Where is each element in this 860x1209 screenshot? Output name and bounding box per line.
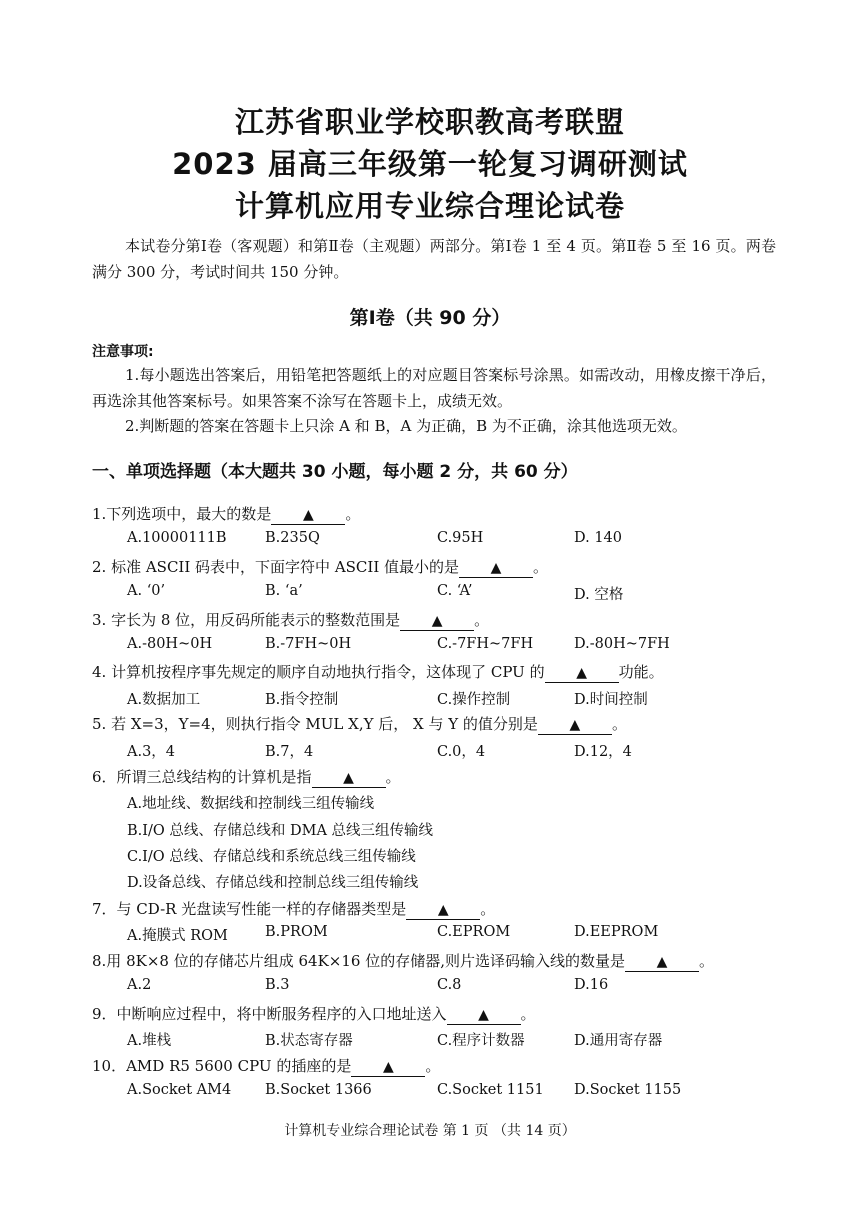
option-d: D.12，4: [574, 744, 632, 760]
option-a: A.堆栈: [127, 1033, 172, 1049]
question-stem: 7．与 CD-R 光盘读写性能一样的存储器类型是: [92, 900, 407, 918]
option-a: A.Socket AM4: [127, 1082, 232, 1098]
section-title: 一、单项选择题（本大题共 30 小题，每小题 2 分，共 60 分）: [92, 462, 578, 482]
question-end: 。: [698, 952, 714, 970]
intro-paragraph: 本试卷分第Ⅰ卷（客观题）和第Ⅱ卷（主观题）两部分。第Ⅰ卷 1 至 4 页。第Ⅱ卷 5 至 16 页。两卷满分 300 分，考试时间共 150 分钟。: [92, 237, 776, 281]
option-a: A.数据加工: [127, 692, 201, 708]
option-d: D.设备总线、存储总线和控制总线三组传输线: [127, 875, 419, 891]
question-end: 。: [385, 768, 401, 786]
page-footer: 计算机专业综合理论试卷 第 1 页 （共 14 页）: [284, 1123, 576, 1139]
option-b: B. ‘a’: [265, 583, 303, 599]
question-end: 。: [520, 1005, 536, 1023]
option-c: C. ‘A’: [437, 583, 473, 599]
option-a: A.地址线、数据线和控制线三组传输线: [127, 796, 375, 812]
question-3: [92, 609, 489, 631]
option-b: B.I/O 总线、存储总线和 DMA 总线三组传输线: [127, 823, 434, 839]
option-a: A.-80H~0H: [127, 636, 213, 652]
option-c: C.操作控制: [437, 692, 511, 708]
answer-blank: ▲: [400, 613, 474, 631]
exam-title-line2: 2023 届高三年级第一轮复习调研测试: [172, 147, 688, 181]
question-7: [92, 898, 495, 920]
option-a: A.3，4: [127, 744, 176, 760]
option-a: A.10000111B: [127, 530, 227, 546]
question-8: [92, 950, 714, 972]
option-b: B.指令控制: [265, 692, 339, 708]
option-a: A.2: [127, 977, 152, 993]
option-d: D.-80H~7FH: [574, 636, 670, 652]
option-b: B.3: [265, 977, 290, 993]
answer-blank: ▲: [312, 770, 386, 788]
answer-blank: ▲: [406, 902, 480, 920]
question-stem: 1.下列选项中，最大的数是: [92, 505, 272, 523]
question-end: 。: [474, 611, 490, 629]
option-b: B.状态寄存器: [265, 1033, 353, 1049]
option-d: D. 空格: [574, 587, 624, 603]
option-a: A.掩膜式 ROM: [127, 928, 228, 944]
option-c: C.I/O 总线、存储总线和系统总线三组传输线: [127, 849, 416, 865]
notice-item-1: 1.每小题选出答案后，用铅笔把答题纸上的对应题目答案标号涂黑。如需改动，用橡皮擦干净后，再选涂其他答案标号。如果答案不涂写在答题卡上，成绩无效。: [92, 366, 776, 410]
question-2: [92, 556, 548, 578]
question-end: 。: [345, 505, 361, 523]
question-10: [92, 1055, 440, 1077]
answer-blank: ▲: [271, 507, 345, 525]
option-d: D.通用寄存器: [574, 1033, 663, 1049]
option-b: B.PROM: [265, 924, 328, 940]
option-d: D. 140: [574, 530, 623, 546]
notice-item-2: 2.判断题的答案在答题卡上只涂 A 和 B，A 为正确，B 为不正确，涂其他选项无效。: [125, 417, 687, 435]
question-stem: 5. 若 X=3，Y=4，则执行指令 MUL X,Y 后， X 与 Y 的值分别是: [92, 715, 538, 733]
option-c: C.95H: [437, 530, 484, 546]
question-end: 功能。: [618, 663, 664, 681]
option-b: B.235Q: [265, 530, 320, 546]
question-stem: 10．AMD R5 5600 CPU 的插座的是: [92, 1057, 352, 1075]
option-d: D.16: [574, 977, 609, 993]
question-stem: 4. 计算机按程序事先规定的顺序自动地执行指令，这体现了 CPU 的: [92, 663, 545, 681]
option-c: C.-7FH~7FH: [437, 636, 534, 652]
question-stem: 6．所谓三总线结构的计算机是指: [92, 768, 312, 786]
exam-title-line3: 计算机应用专业综合理论试卷: [234, 189, 625, 223]
question-stem: 9．中断响应过程中，将中断服务程序的入口地址送入: [92, 1005, 447, 1023]
question-4: [92, 661, 664, 683]
volume-title: 第Ⅰ卷（共 90 分）: [349, 307, 511, 329]
option-d: D.Socket 1155: [574, 1082, 682, 1098]
option-b: B.Socket 1366: [265, 1082, 372, 1098]
question-end: 。: [611, 715, 627, 733]
answer-blank: ▲: [545, 665, 619, 683]
question-end: 。: [533, 558, 549, 576]
question-end: 。: [480, 900, 496, 918]
answer-blank: ▲: [351, 1059, 425, 1077]
question-5: [92, 713, 627, 735]
option-c: C.8: [437, 977, 462, 993]
notice-heading: 注意事项:: [92, 344, 154, 360]
option-c: C.程序计数器: [437, 1033, 525, 1049]
question-9: [92, 1003, 536, 1025]
option-c: C.0，4: [437, 744, 486, 760]
question-stem: 3. 字长为 8 位，用反码所能表示的整数范围是: [92, 611, 401, 629]
option-d: D.时间控制: [574, 692, 648, 708]
answer-blank: ▲: [538, 717, 612, 735]
question-stem: 8.用 8K×8 位的存储芯片组成 64K×16 位的存储器,则片选译码输入线的数量是: [92, 952, 625, 970]
answer-blank: ▲: [459, 560, 533, 578]
option-b: B.7，4: [265, 744, 314, 760]
option-b: B.-7FH~0H: [265, 636, 352, 652]
question-1: [92, 503, 360, 525]
option-c: C.Socket 1151: [437, 1082, 544, 1098]
exam-title-line1: 江苏省职业学校职教高考联盟: [234, 105, 625, 139]
option-c: C.EPROM: [437, 924, 511, 940]
question-stem: 2. 标准 ASCII 码表中，下面字符中 ASCII 值最小的是: [92, 558, 460, 576]
question-6: [92, 766, 401, 788]
option-d: D.EEPROM: [574, 924, 659, 940]
answer-blank: ▲: [625, 954, 699, 972]
option-a: A. ‘0’: [127, 583, 166, 599]
answer-blank: ▲: [447, 1007, 521, 1025]
question-end: 。: [425, 1057, 441, 1075]
